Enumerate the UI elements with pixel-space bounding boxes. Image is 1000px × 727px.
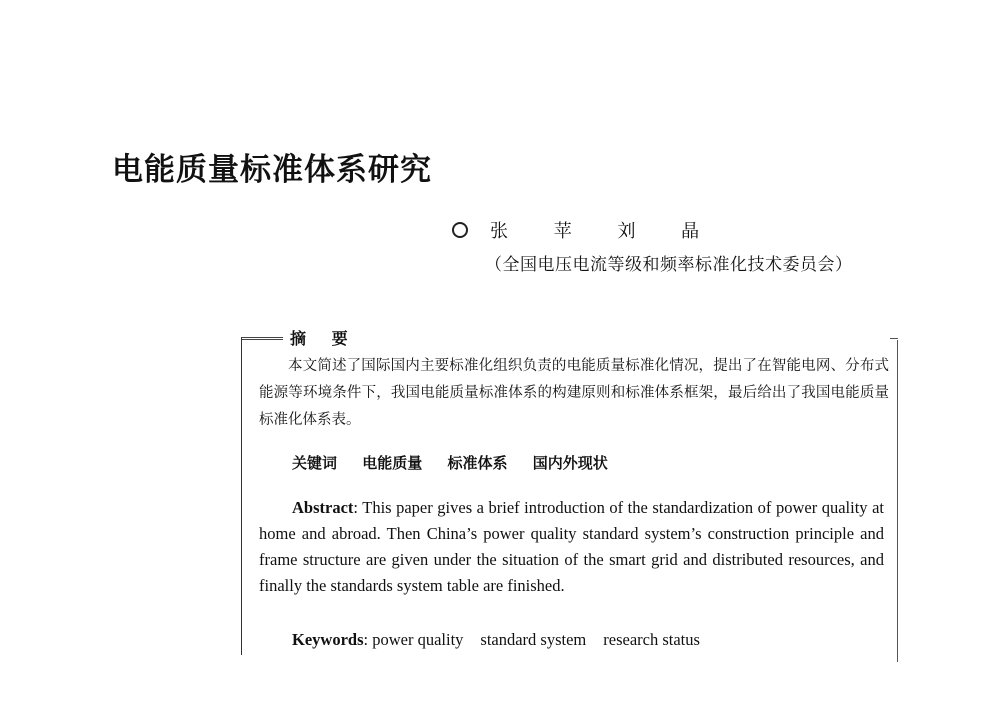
authors: 张 苹 刘 晶 xyxy=(490,221,720,242)
abstract-box-corner xyxy=(890,338,898,339)
keywords-cn-label: 关键词 xyxy=(292,454,338,472)
abstract-box-top-rule xyxy=(241,337,283,340)
abstract-en-separator: : xyxy=(353,498,363,517)
abstract-box-right-border xyxy=(897,340,898,662)
circle-bullet-icon xyxy=(452,222,468,238)
abstract-heading: 摘 要 xyxy=(290,329,358,348)
abstract-english xyxy=(259,495,884,599)
affiliation: （全国电压电流等级和频率标准化技术委员会） xyxy=(485,255,853,275)
abstract-box-left-border xyxy=(241,338,242,655)
keyword-cn-item: 标准体系 xyxy=(447,454,508,472)
keyword-cn-item: 国内外现状 xyxy=(532,454,608,472)
author-line xyxy=(452,217,719,243)
keyword-en-item: power quality xyxy=(372,630,464,649)
abstract-en-text: This paper gives a brief introduction of the standardization of power quality at home and abroad. Then China’s power quality standard system’s construction principle and frame structure are given under the situation of the smart grid and distributed resources, and finally the standards system table are finished. xyxy=(259,498,884,595)
keyword-en-item: standard system xyxy=(480,630,587,649)
abstract-en-label: Abstract xyxy=(292,498,354,517)
keywords-en-separator: : xyxy=(363,630,373,649)
keyword-en-item: research status xyxy=(603,630,700,649)
keywords-chinese xyxy=(292,452,628,473)
paper-title: 电能质量标准体系研究 xyxy=(112,152,432,188)
keywords-english xyxy=(292,630,717,650)
keyword-cn-item: 电能质量 xyxy=(362,454,423,472)
keywords-en-label: Keywords xyxy=(292,630,364,649)
abstract-chinese: 本文简述了国际国内主要标准化组织负责的电能质量标准化情况，提出了在智能电网、分布式能源等环境条件下，我国电能质量标准体系的构建原则和标准体系框架，最后给出了我国电能质量标准化体系表。 xyxy=(259,358,889,428)
